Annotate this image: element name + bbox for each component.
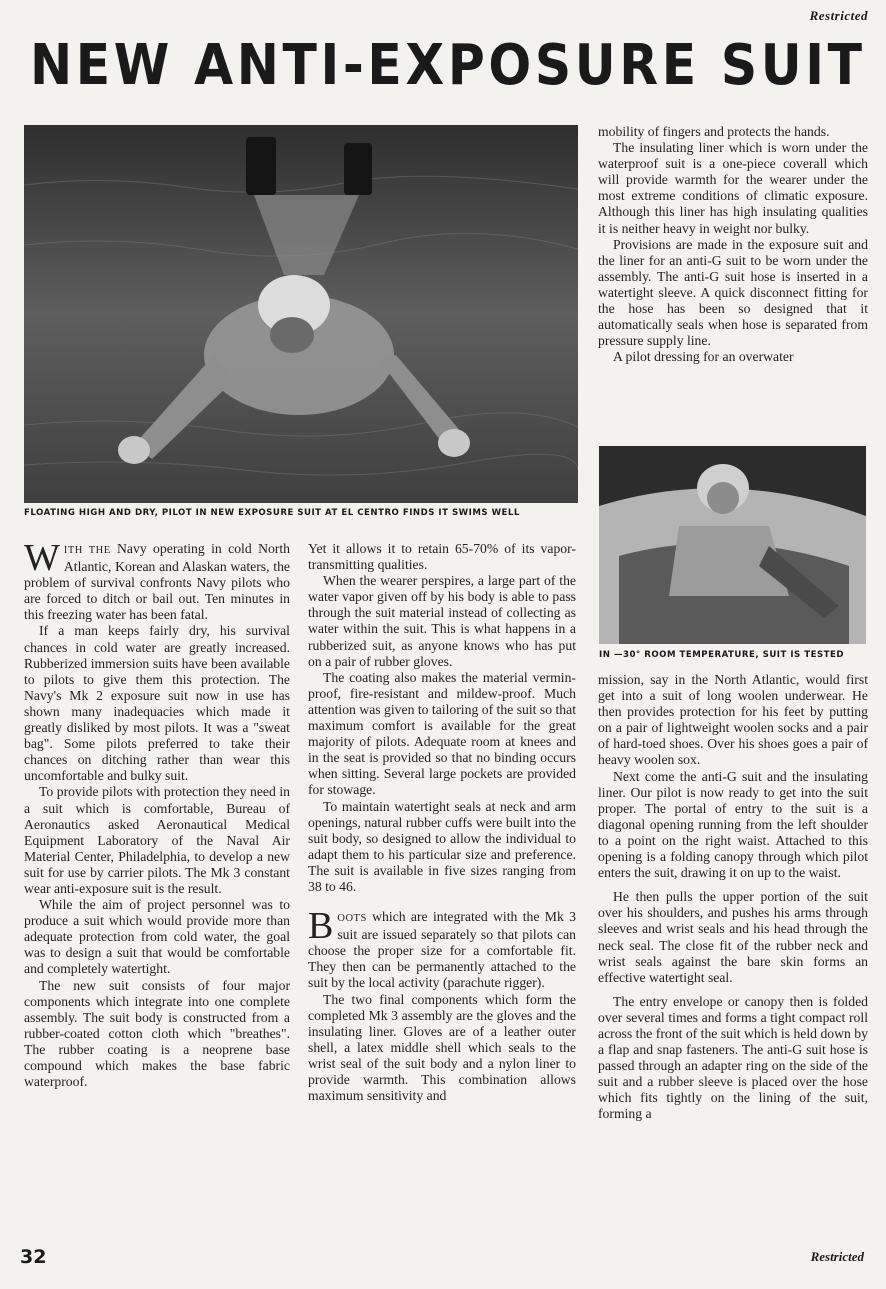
small-photo-caption: IN —30° ROOM TEMPERATURE, SUIT IS TESTED [599,650,845,660]
paragraph: When the wearer perspires, a large part of the water vapor given off by his body is able to pass through the suit material instead of collecting as water within the suit. This is what happens in a rubberized suit, as anyone knows who has put on a pair of rubber gloves. [308,573,576,669]
text-column-3-top [598,124,868,365]
text-column-3-bottom [598,672,868,1123]
paragraph: The entry envelope or canopy then is folded over several times and forms a tight compact roll across the front of the suit which is held down by a flap and snap fasteners. The anti-G suit hose is passed through an adapter ring on the side of the suit and a rubber sleeve is placed over the hose which fits tightly on the lining of the suit, forming a [598,993,868,1122]
paragraph: If a man keeps fairly dry, his survival chances in cold water are greatly increased. Rubberized immersion suits have been available to pilots to give them this protection. The Navy's Mk 2 exposure suit now in use has shown many inadequacies which made it greatly disliked by most pilots. It was a "sweat bag". Some pilots preferred to take their chances on ditching rather than wear this uncomfortable and bulky suit. [24,623,290,784]
paragraph: The two final components which form the completed Mk 3 assembly are the gloves and the insulating liner. Gloves are of a leather outer shell, a latex middle shell which seals to the wrist seal of the suit body and a nylon liner to provide warmth. This combination allows maximum sensitivity and [308,991,576,1104]
paragraph [308,905,576,991]
paragraph: The coating also makes the material vermin-proof, fire-resistant and mildew-proof. Much attention was given to tailoring of the suit so that maximum comfort is available for the great majority of pilots. Adequate room at knees and in the seat is provided so that no binding occurs when sitting. Several large pockets are provided for stowage. [308,669,577,798]
paragraph: A pilot dressing for an overwater [613,349,794,365]
photo-pilot-floating [24,125,578,503]
article-title: NEW ANTI-EXPOSURE SUIT [30,33,866,98]
paragraph: Yet it allows it to retain 65-70% of its vapor-transmitting qualities. [308,541,576,573]
paragraph [24,537,291,623]
header-restricted-label: Restricted [809,8,868,23]
paragraph: mobility of fingers and protects the hands. [598,124,830,139]
paragraph: To provide pilots with protection they need in a suit which is comfortable, Bureau of Aeronautics asked Aeronautical Medical Equipment Laboratory of the Naval Air Material Center, Philadelphia, to develop a new suit for use by carrier pilots. The Mk 3 constant wear anti-exposure suit is the result. [24,784,290,896]
text-column-2 [308,541,576,1104]
main-photo-caption: FLOATING HIGH AND DRY, PILOT IN NEW EXPOSURE SUIT AT EL CENTRO FINDS IT SWIMS WELL [24,508,520,518]
paragraph: He then pulls the upper portion of the suit over his shoulders, and pushes his arms through sleeves and wrist seals and his head through the neck seal. The close fit of the rubber neck and wrist seals against the bare skin forms an effective watertight seal. [598,889,868,985]
page-number: 32 [20,1246,47,1268]
paragraph-text: Navy operating in cold North Atlantic, Korean and Alaskan waters, the problem of survival confronts Navy pilots who are forced to ditch or bail out. Ten minutes in this freezing water has been fatal. [24,541,291,623]
lead-in: OOTS [337,913,367,925]
lead-in: ITH THE [63,545,111,556]
drop-cap: W [24,537,60,579]
text-column-1 [24,537,291,1090]
paragraph-text: which are integrated with the Mk 3 suit are issued separately so that pilots can choose the proper size for a comfortable fit. They then can be permanently attached to the suit by the local activity (parachute rigger). [308,909,576,991]
paragraph: The insulating liner which is worn under the waterproof suit is a one-piece coverall which will provide warmth for the wearer under the most extreme conditions of climatic exposure. Although this liner has high insulating qualities it is neither heavy in weight nor bulky. [598,140,868,236]
paragraph: mission, say in the North Atlantic, would first get into a suit of long woolen underwear. He then provides protection for his feet by putting on a pair of lightweight woolen socks and a pair of hard-toed shoes. Over his shoes goes a pair of heavy woolen sox. [598,672,868,768]
photo-cold-room-test [599,446,866,644]
footer-restricted-label: Restricted [810,1249,864,1264]
paragraph: The new suit consists of four major components which integrate into one complete assembly. The suit body is constructed from a rubber-coated cotton cloth which "breathes". The rubber coating is a neoprene base compound which makes the base fabric waterproof. [24,977,290,1090]
paragraph: While the aim of project personnel was to produce a suit which would provide more than adequate protection from cold water, the goal was to design a suit that would be comfortable and completely watertight. [24,897,290,977]
paragraph: Next come the anti-G suit and the insulating liner. Our pilot is now ready to get into the suit proper. The portal of entry to the suit is a diagonal opening running from the left shoulder to a point on the right waist. Attached to this opening is a folding canopy through which pilot enters the suit, drawing it on up to the waist. [598,768,868,881]
paragraph: To maintain watertight seals at neck and arm openings, natural rubber cuffs were built into the suit body, so designed to allow the individual to adapt them to his particular size and preference. The suit is available in five sizes ranging from 38 to 46. [308,798,576,894]
paragraph: Provisions are made in the exposure suit and the liner for an anti-G suit to be worn under the assembly. The anti-G suit hose is inserted in a watertight sleeve. A quick disconnect fitting for the hose has been so designed that it automatically seals when hose is separated from pressure supply line. [598,236,868,349]
drop-cap: B [308,905,334,948]
